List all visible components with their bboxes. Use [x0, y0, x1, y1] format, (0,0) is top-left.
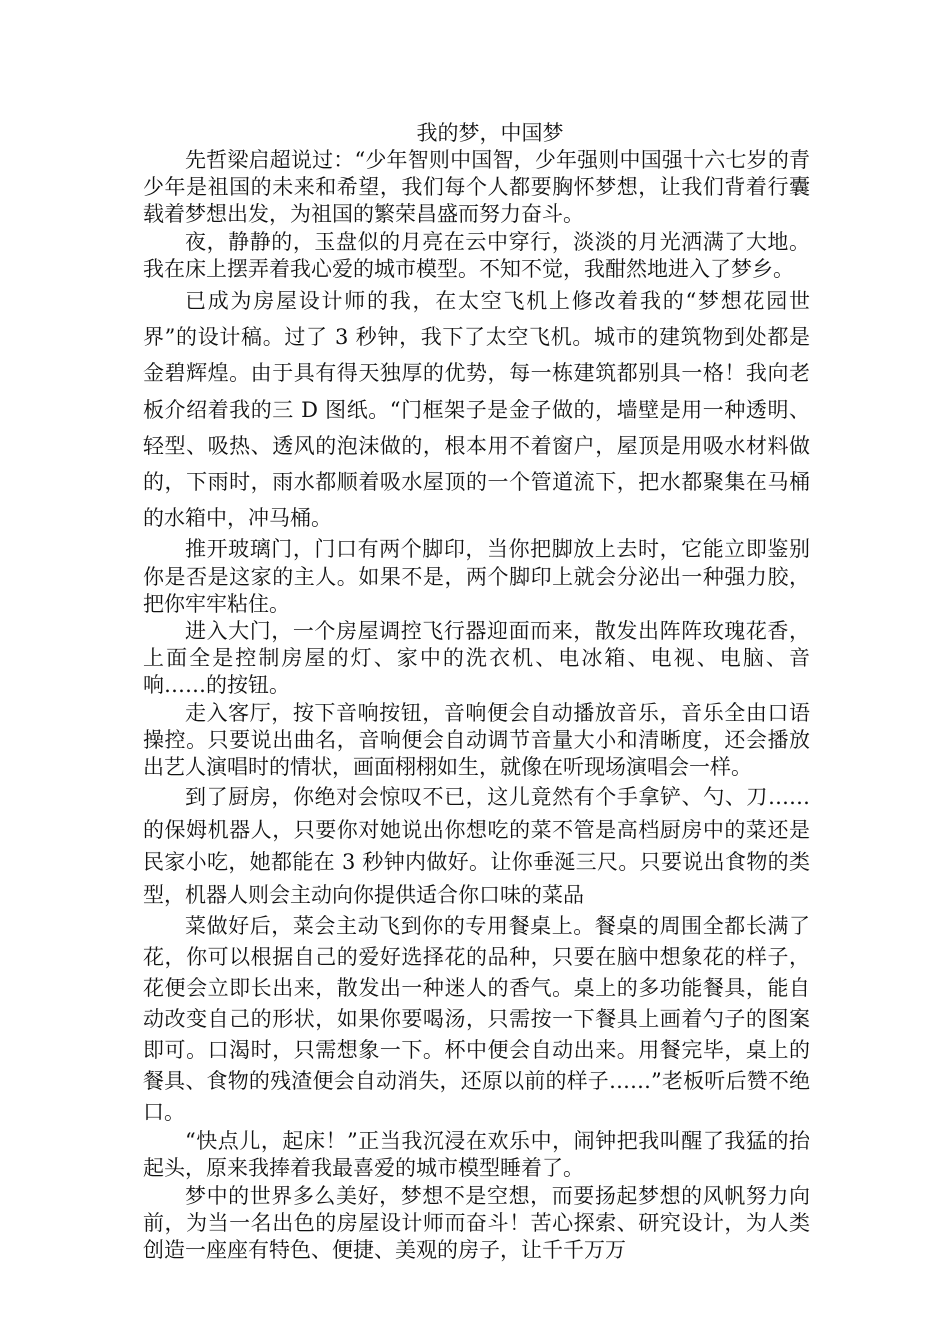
paragraph-5: 进入大门，一个房屋调控飞行器迎面而来，散发出阵阵玫瑰花香，上面全是控制房屋的灯、家中的洗衣机、电冰箱、电视、电脑、音响……的按钮。 — [143, 619, 810, 698]
paragraph-4: 推开玻璃门，门口有两个脚印，当你把脚放上去时，它能立即鉴别你是否是这家的主人。如果不是，两个脚印上就会分泌出一种强力胶，把你牢牢粘住。 — [143, 537, 810, 616]
paragraph-3: 已成为房屋设计师的我，在太空飞机上修改着我的“梦想花园世界”的设计稿。过了 3 秒钟，我下了太空飞机。城市的建筑物到处都是金碧辉煌。由于具有得天独厚的优势，每一栋建筑都别具一格！我向老板介绍着我的三 D 图纸。“门框架子是金子做的，墙壁是用一种透明、轻型、吸热、透风的泡沫做的，根本用不着窗户，屋顶是用吸水材料做的，下雨时，雨水都顺着吸水屋顶的一个管道流下，把水都聚集在马桶的水箱中，冲马桶。 — [143, 289, 810, 531]
paragraph-7: 到了厨房，你绝对会惊叹不已，这儿竟然有个手拿铲、勺、刀……的保姆机器人，只要你对她说出你想吃的菜不管是高档厨房中的菜还是民家小吃，她都能在 3 秒钟内做好。让你垂涎三尺。只要说出食物的类型，机器人则会主动向你提供适合你口味的菜品 — [143, 785, 810, 907]
paragraph-2: 夜，静静的，玉盘似的月亮在云中穿行，淡淡的月光洒满了大地。我在床上摆弄着我心爱的城市模型。不知不觉，我酣然地进入了梦乡。 — [143, 229, 810, 281]
paragraph-1: 先哲梁启超说过：“少年智则中国智，少年强则中国强十六七岁的青少年是祖国的未来和希望，我们每个人都要胸怀梦想，让我们背着行囊载着梦想出发，为祖国的繁荣昌盛而努力奋斗。 — [143, 148, 810, 227]
paragraph-8: 菜做好后，菜会主动飞到你的专用餐桌上。餐桌的周围全都长满了花，你可以根据自己的爱好选择花的品种，只要在脑中想象花的样子，花便会立即长出来，散发出一种迷人的香气。桌上的多功能餐具，能自动改变自己的形状，如果你要喝汤，只需按一下餐具上画着勺子的图案即可。口渴时，只需想象一下。杯中便会自动出来。用餐完毕，桌上的餐具、食物的残渣便会自动消失，还原以前的样子……”老板听后赞不绝口。 — [143, 914, 810, 1125]
document-title: 我的梦，中国梦 — [416, 121, 564, 145]
document-body — [143, 147, 810, 1264]
paragraph-6: 走入客厅，按下音响按钮，音响便会自动播放音乐，音乐全由口语操控。只要说出曲名，音响便会自动调节音量大小和清晰度，还会播放出艺人演唱时的情状，画面栩栩如生，就像在听现场演唱会一样。 — [143, 700, 810, 780]
paragraph-10: 梦中的世界多么美好，梦想不是空想，而要扬起梦想的风帆努力向前，为当一名出色的房屋设计师而奋斗！苦心探索、研究设计，为人类创造一座座有特色、便捷、美观的房子，让千千万万 — [143, 1183, 810, 1263]
paragraph-9: “快点儿，起床！”正当我沉浸在欢乐中，闹钟把我叫醒了我猛的抬起头，原来我捧着我最喜爱的城市模型睡着了。 — [143, 1129, 810, 1181]
